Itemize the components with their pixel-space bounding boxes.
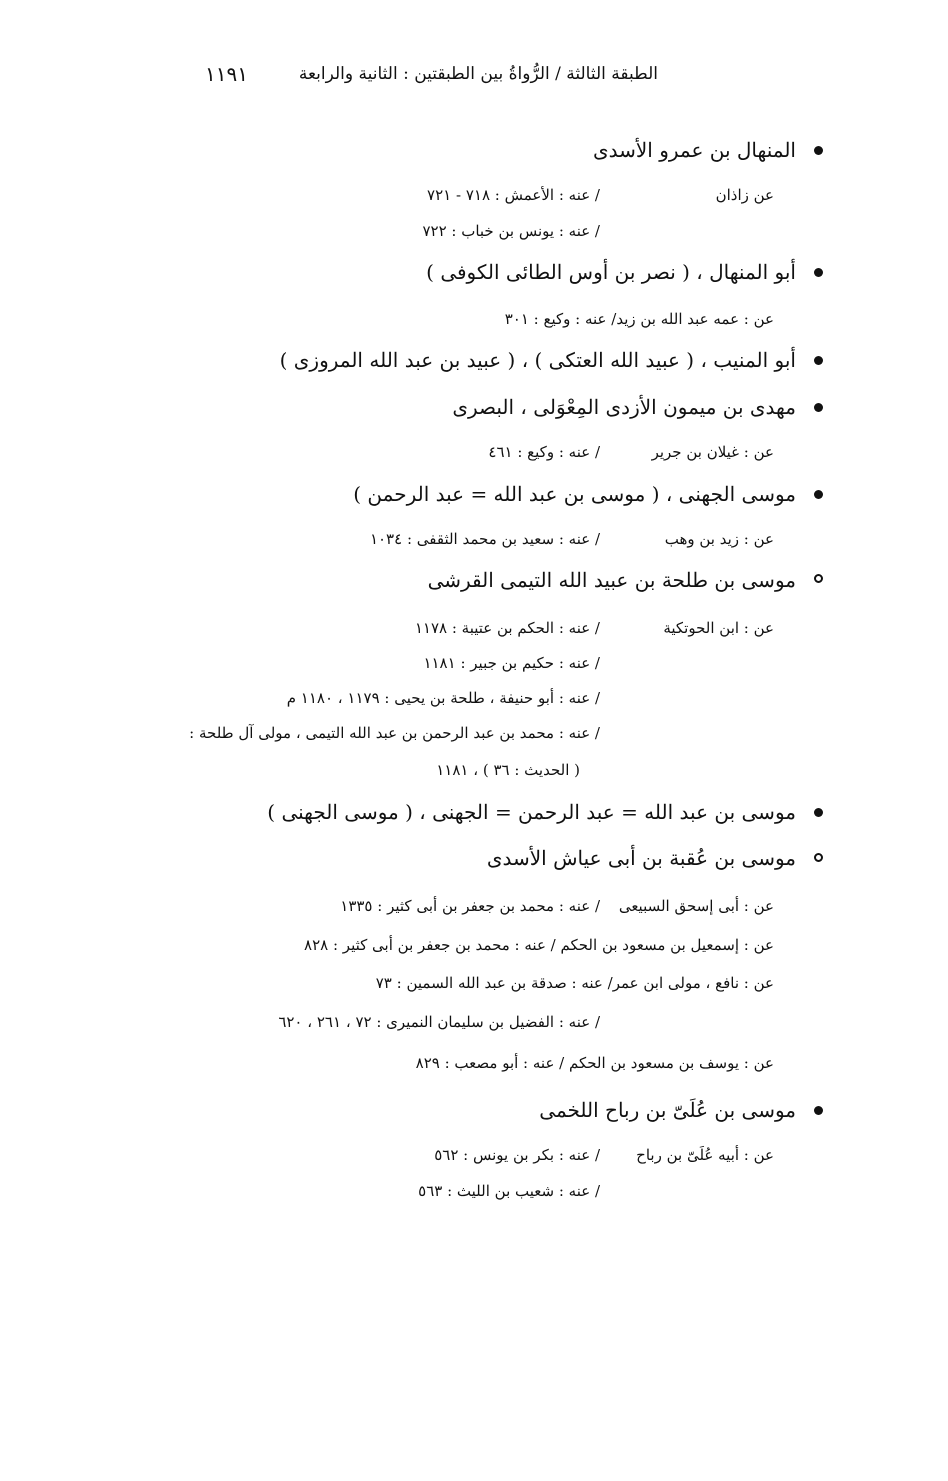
entry-transmitter: / عنه : الفضيل بن سليمان النميرى : ٧٢ ، ٢٦١ ، ٦٢٠ — [278, 1013, 600, 1031]
entry-transmitter: / عنه : بكر بن يونس : ٥٦٢ — [434, 1146, 600, 1164]
entry-bullet — [814, 1106, 823, 1115]
entry-transmitter: / عنه : وكيع : ٤٦١ — [488, 443, 600, 461]
entry-name: موسى بن طلحة بن عبيد الله التيمى القرشى — [427, 568, 796, 592]
entry-transmitter: / عنه : الأعمش : ٧١٨ - ٧٢١ — [427, 186, 600, 204]
entry-name: موسى بن عُلَىّ بن رباح اللخمى — [539, 1098, 796, 1122]
entry-transmitter: / عنه : محمد بن عبد الرحمن بن عبد الله التيمى ، مولى آل طلحة : — [189, 724, 600, 742]
entry-bullet — [814, 356, 823, 365]
entry-bullet — [814, 574, 823, 583]
entry-transmitter: / عنه : محمد بن جعفر بن أبى كثير : ١٣٣٥ — [340, 897, 600, 915]
page-number: ١١٩١ — [205, 62, 248, 86]
entry-source: عن : زيد بن وهب — [664, 530, 774, 548]
entry-source: عن : يوسف بن مسعود بن الحكم / عنه : أبو مصعب : ٨٢٩ — [415, 1054, 774, 1072]
entry-transmitter: / عنه : حكيم بن جبير : ١١٨١ — [423, 654, 600, 672]
entry-source: عن : نافع ، مولى ابن عمر/ عنه : صدقة بن عبد الله السمين : ٧٣ — [375, 974, 774, 992]
entry-source: عن : أبيه عُلَىّ بن رباح — [636, 1146, 774, 1164]
entry-transmitter: ( الحديث : ٣٦ ) ، ١١٨١ — [436, 761, 580, 779]
entry-source: عن : أبى إسحق السبيعى — [618, 897, 774, 915]
entry-transmitter: / عنه : سعيد بن محمد الثقفى : ١٠٣٤ — [369, 530, 600, 548]
running-header-title: الطبقة الثالثة / الرُّواةُ بين الطبقتين : الثانية والرابعة — [298, 64, 658, 84]
entry-source: عن زاذان — [715, 186, 774, 204]
entry-name: موسى بن عُقبة بن أبى عياش الأسدى — [486, 846, 796, 870]
entry-source: عن : إسمعيل بن مسعود بن الحكم / عنه : محمد بن جعفر بن أبى كثير : ٨٢٨ — [304, 936, 774, 954]
entry-bullet — [814, 490, 823, 499]
entry-bullet — [814, 808, 823, 817]
entry-transmitter: / عنه : أبو حنيفة ، طلحة بن يحيى : ١١٧٩ ، ١١٨٠ م — [286, 689, 600, 707]
entry-name: موسى الجهنى ، ( موسى بن عبد الله = عبد الرحمن ) — [353, 482, 796, 506]
entry-bullet — [814, 403, 823, 412]
entry-bullet — [814, 853, 823, 862]
entry-source: عن : غيلان بن جرير — [651, 443, 774, 461]
entry-transmitter: / عنه : شعيب بن الليث : ٥٦٣ — [418, 1182, 600, 1200]
entry-source: عن : ابن الحوتكية — [663, 619, 774, 637]
entry-source: عن : عمه عبد الله بن زيد/ عنه : وكيع : ٣٠١ — [504, 310, 774, 328]
entry-transmitter: / عنه : يونس بن خباب : ٧٢٢ — [422, 222, 600, 240]
entry-transmitter: / عنه : الحكم بن عتيبة : ١١٧٨ — [414, 619, 600, 637]
entry-name: أبو المنهال ، ( نصر بن أوس الطائى الكوفى ) — [426, 260, 796, 284]
entry-name: موسى بن عبد الله = عبد الرحمن = الجهنى ، ( موسى الجهنى ) — [267, 800, 796, 824]
entry-name: أبو المنيب ، ( عبيد الله العتكى ) ، ( عبيد بن عبد الله المروزى ) — [279, 348, 796, 372]
entry-name: المنهال بن عمرو الأسدى — [592, 138, 796, 162]
entry-bullet — [814, 146, 823, 155]
entry-name: مهدى بن ميمون الأزدى المِعْوَلى ، البصرى — [452, 395, 796, 419]
entry-bullet — [814, 268, 823, 277]
